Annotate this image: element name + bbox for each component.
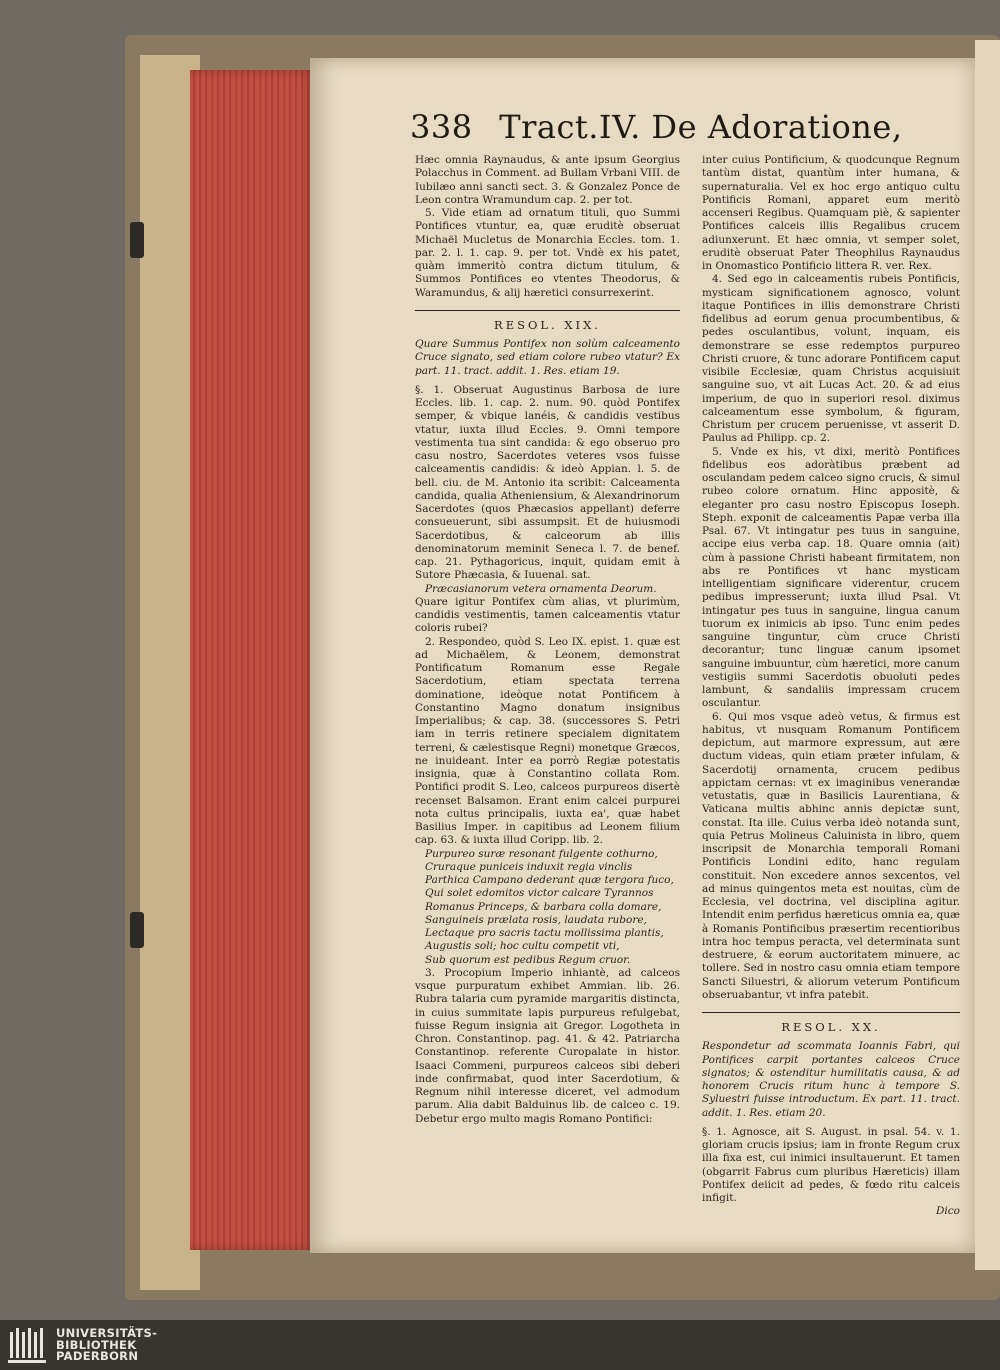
paragraph: Hæc omnia Raynaudus, & ante ipsum Georgius Polacchus in Comment. ad Bullam Vrbani VIII. de Iubilæo anni sancti sect. 3. & Gonzalez Ponce de Leon contra Wramundum cap. 2. per tot. [415,154,680,206]
verse-line: Qui solet edomitos victor calcare Tyrannos [425,887,654,900]
verse-line: Sub quorum est pedibus Regum cruor. [425,953,631,966]
right-column [702,154,960,1219]
library-name [56,1328,157,1363]
verse-line: Romanus Princeps, & barbara colla domare, [425,900,662,913]
paragraph: 6. Qui mos vsque adeò vetus, & firmus est habitus, vt nusquam Romanum Pontificem depictum, aut marmore expressum, aut ære ductum videas, quin etiam præter infulam, & Sacerdotij ornamenta, crucem pedibus appictam cernas: vt ex imaginibus venerandæ vetustatis, quæ in Basilicis Laurentiana, & Vaticana multis abhinc annis depictæ sunt, constat. Ita ille. Cuius verba ideò notanda sunt, quia Petrus Molineus Caluinista in libro, quem inscripsit de Monarchia temporali Romani Pontificis Londini edito, hanc regulam constituit. Non excedere annos sexcentos, vel ad minus quingentos meta est nouitas, cùm de Ecclesia, vel doctrina, vel disciplina agitur. Intendit enim perfidus hæreticus omnia ea, quæ à Romanis Pontificibus præsertim recentioribus intra hoc tempus peracta, vel determinata sunt destruere, & eorum auctoritatem minuere, ac tollere. Sed in nostro casu omnia etiam tempore Sancti Siluestri, & aliorum veterum Pontificum obseruabantur, vt infra patebit. [702,710,960,1001]
verse-line: Augustis soli; hoc cultu competit vti, [425,940,620,953]
paragraph: 4. Sed ego in calceamentis rubeis Pontificis, mysticam significationem agnosco, volunt itaque Pontifices in illis demonstrare Christi fidelibus ad eorum genua procumbentibus, & pedes osculantibus, volunt, inquam, eis demonstrare se esse redemptos purpureo Christi cruore, & tunc adorare Pontificem caput visibile Ecclesiæ, quam Christus acquisiuit sanguine suo, vt ait Lucas Act. 20. & ad eius imperium, de quo in superiori resol. diximus calceamentum esse symbolum, & figuram, Christum per crucem peruenisse, vt asserit D. Paulus ad Philipp. cp. 2. [702,273,960,445]
library-logo-icon [8,1326,50,1364]
clasp-hinge [130,912,144,948]
red-page-edge [190,70,315,1250]
page-number: 338 [410,108,473,146]
paragraph: 3. Procopium Imperio inhiantè, ad calceos vsque purpuratum exhibet Ammian. lib. 26. Rubra talaria cum pyramide margaritis distincta, in cuius summitate lapis purpureus refulgebat, fuisse Regum insignia ait Gregor. Logotheta in Chron. Constantinop. pag. 41. & 42. Patriarcha Constantinop. referente Curopalate in histor. Isaaci Commeni, purpureos calceos sibi deberi inde confirmabat, quod inter Sacerdotium, & Regnum nihil interesse diceret, vel admodum parum. Alia dabit Balduinus lib. de calceo c. 19. Debetur ergo multo magis Romano Pontifici: [415,966,680,1125]
paragraph: §. 1. Agnosce, ait S. August. in psal. 54. v. 1. gloriam crucis ipsius; iam in fronte Regum crux illa fixa est, cui inimici insultauerunt. Et tamen (obgarrit Fabrus cum pluribus Hæreticis) illam Pontifex deiicit ad pedes, & fœdo ritu calceis infigit. [702,1125,960,1204]
running-head [410,108,903,146]
library-name-line: UNIVERSITÄTS- [56,1326,158,1340]
paragraph: Quare igitur Pontifex cùm alias, vt plurimùm, candidis vestimentis, tamen calceamentis vtatur coloris rubei? [415,595,680,635]
library-name-line: BIBLIOTHEK [56,1337,137,1352]
paragraph: 5. Vnde ex his, vt dixi, meritò Pontifices fidelibus eos adoràtibus præbent ad osculandam pedem calceo signo crucis, & simul rubeo colore ornatum. Hinc appositè, & eleganter pro casu nostro Episcopus Ioseph. Steph. exponit de calceamentis Papæ verba illa Psal. 67. Vt intingatur pes tuus in sanguine, accipe eius verba cap. 18. Quare omnia (ait) cùm à passione Christi habeant firmitatem, non abs re Pontifices vt hanc mysticam intelligentiam significare viderentur, crucem pedibus impresserunt; iuxta illud Psal. Vt intingatur pes tuus in sanguine, lingua canum tuorum ex inimicis ab ipso. Tunc enim pedes sanguine tinguntur, cùm cruce Christi decorantur; tunc linguæ canum ipsomet sanguine imbuuntur, cùm hæretici, more canum vestigiis summi Sacerdotis obuoluti pedes lambunt, & sandaliis impressam crucem osculantur. [702,445,960,710]
section-rule [415,310,680,311]
paragraph: 5. Vide etiam ad ornatum tituli, quo Summi Pontifices vtuntur, ea, quæ eruditè obseruat Michaël Mucletus de Monarchia Eccles. tom. 1. par. 2. l. 1. cap. 9. per tot. Vndè ex his patet, quàm immeritò contra dictum titulum, & Summos Pontifices eo vtentes Theodorus, & Waramundus, & alij hæretici consurrexerint. [415,207,680,299]
left-column [415,154,680,1126]
resol-question: Respondetur ad scommata Ioannis Fabri, qui Pontifices carpit portantes calceos Cruce signatos; & ostenditur humilitatis causa, & ad honorem Crucis ritum hunc à tempore S. Syluestri fuisse introductum. Ex part. 11. tract. addit. 1. Res. etiam 20. [702,1040,960,1119]
verse-line: Purpureo suræ resonant fulgente cothurno, [425,847,658,860]
quotation: Præcasianorum vetera ornamenta Deorum. [425,582,657,595]
verse-line: Lectaque pro sacris tactu mollissima plantis, [425,927,664,939]
paragraph: inter cuius Pontificium, & quodcunque Regnum tantùm distat, quantùm inter humana, & supernaturalia. Vel ex hoc ergo antiquo cultu Pontificis Romani, apparet eum meritò accenseri Regibus. Quamquam piè, & sapienter Pontifices calceis illis Regalibus crucem adiunxerunt. Et hæc omnia, vt semper solet, eruditè obseruat Pater Theophilus Raynaudus in Onomastico Pontificio littera R. ver. Rex. [702,154,960,272]
paragraph: 2. Respondeo, quòd S. Leo IX. epist. 1. quæ est ad Michaëlem, & Leonem, demonstrat Pontificatum Romanum esse Regale Sacerdotium, etiam spectata terrena dominatione, ideòque notat Pontificem à Constantino Magno donatum insignibus Imperialibus; & cap. 38. (successores S. Petri iam in terris retinere specialem dignitatem terreni, & cælestisque Regni) monetque Græcos, ne inuideant. Inter ea porrò Regiæ potestatis insignia, quæ à Constantino collata Rom. Pontifici prodit S. Leo, calceos purpureos disertè recenset Balsamon. Erant enim calcei purpurei nota cultus principalis, iuxta ea', quæ habet Basilius Imper. in capitibus ad Leonem filium cap. 63. & iuxta illud Coripp. lib. 2. [415,635,680,847]
library-name-line: PADERBORN [56,1349,139,1363]
verse-line: Cruraque puniceis induxit regia vinclis [425,860,633,873]
paragraph: §. 1. Obseruat Augustinus Barbosa de iure Eccles. lib. 1. cap. 2. num. 90. quòd Pontifex semper, & vbique lanéis, & candidis vestibus vtatur, iuxta illud Eccles. 9. Omni tempore vestimenta tua sint candida: & ego obseruo pro casu nostro, Sacerdotes veteres vsos fuisse calceamentis candidis: & ideò Appian. l. 5. de bell. ciu. de M. Antonio ita scribit: Calceamenta candida, qualia Atheniensium, & Alexandrinorum Sacerdotes (quos Phæcasios appellant) deferre consueuerunt, sibi assumpsit. Et de huiusmodi Sacerdotibus, & calceorum ab illis denominatorum meminit Seneca l. 7. de benef. cap. 21. Pythagoricus, inquit, quidam emit à Sutore Phæcasia, & Iuuenal. sat. [415,383,680,582]
verse-line: Parthica Campano dederant quæ tergora fuco, [425,874,674,886]
library-footer [0,1320,1000,1370]
catchword: Dico [936,1205,960,1218]
right-page-stack [975,40,1000,1270]
verse-line: Sanguineis prælata rosis, laudata rubore, [425,913,647,926]
clasp-hinge [130,222,144,258]
resol-heading: RESOL. XIX. [494,317,601,332]
running-title: Tract.IV. De Adoratione, [499,108,903,146]
resol-heading: RESOL. XX. [781,1020,881,1034]
resol-question: Quare Summus Pontifex non solùm calceamento Cruce signato, sed etiam colore rubeo vtatur? Ex part. 11. tract. addit. 1. Res. etiam 19. [415,338,680,377]
section-rule [702,1012,960,1013]
